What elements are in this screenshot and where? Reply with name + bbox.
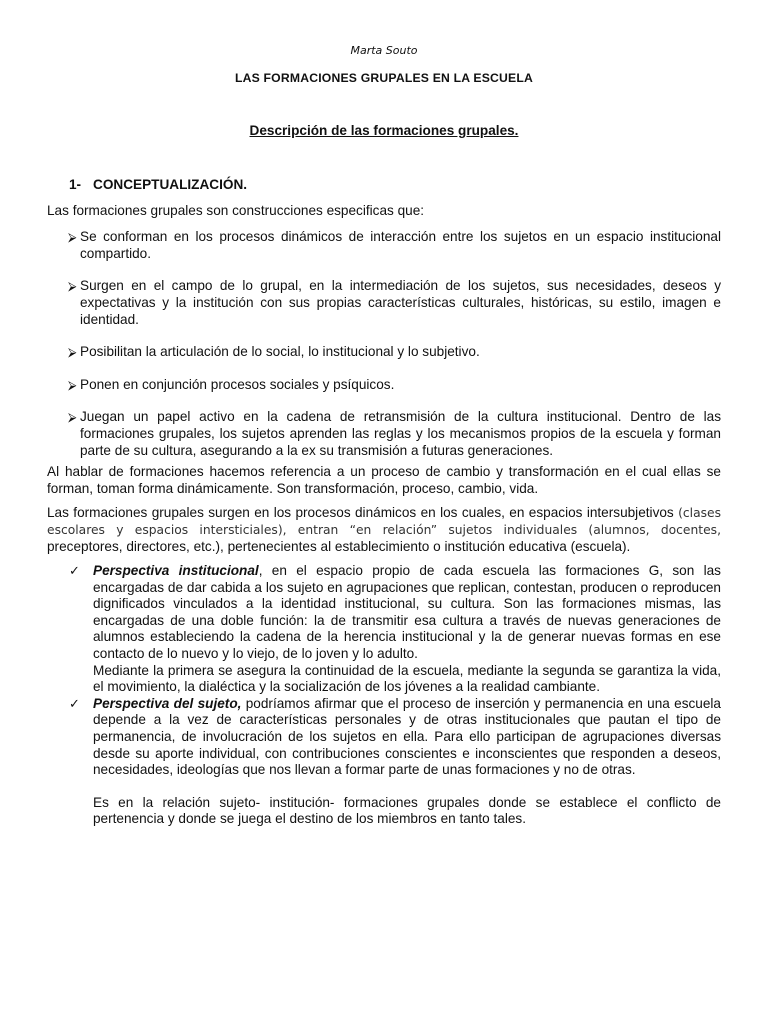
document-body <box>47 177 721 828</box>
arrow-bullet-icon: ⮚ <box>68 230 77 245</box>
list-item <box>47 409 721 459</box>
list-item <box>47 696 721 828</box>
perspective-label: Perspectiva del sujeto, <box>93 695 242 711</box>
list-item <box>47 229 721 262</box>
arrow-bullet-icon: ⮚ <box>68 345 77 360</box>
body-paragraph-1: Al hablar de formaciones hacemos referencia a un proceso de cambio y transformación en el cual ellas se forman, toman forma dinámicamente. Son transformación, proceso, cambio, vida. <box>47 464 721 496</box>
intro-paragraph: Las formaciones grupales son construcciones especificas que: <box>47 202 425 218</box>
check-bullet-icon: ✓ <box>69 563 80 579</box>
perspective-text: podríamos afirmar que el proceso de inserción y permanencia en una escuela depende a la vez de características personales y de otras institucionales que pautan el tipo de permanencia, de involucración de los sujetos en ella. Para ello participan de agrupaciones diversas desde su aporte individual, con contribuciones conscientes e inconscientes que responden a deseos, necesidades, ideologías que nos llevan a formar parte de unas formaciones y no de otras. <box>93 695 721 778</box>
author-name: Marta Souto <box>350 44 418 57</box>
arrow-list <box>47 229 721 459</box>
list-item-text <box>93 696 721 779</box>
section-number: 1- <box>69 177 82 192</box>
list-item <box>47 344 721 361</box>
arrow-bullet-icon: ⮚ <box>68 279 77 294</box>
list-item-text: Surgen en el campo de lo grupal, en la intermediación de los sujetos, sus necesidades, deseos y expectativas y la institución con sus propias características culturales, históricas, su estilo, imagen e identidad. <box>80 278 721 327</box>
list-item <box>47 563 721 696</box>
list-item-text: Se conforman en los procesos dinámicos de interacción entre los sujetos en un espacio institucional compartido. <box>80 229 721 261</box>
list-item-text: Ponen en conjunción procesos sociales y psíquicos. <box>80 376 395 392</box>
body-paragraph-2 <box>47 505 721 555</box>
list-item-extra: Mediante la primera se asegura la continuidad de la escuela, mediante la segunda se garantiza la vida, el movimiento, la dialéctica y la socialización de los jóvenes a la realidad cambiante. <box>93 662 721 695</box>
paragraph-segment: (clases escolares y espacios intersticiales), entran “en relación” sujetos individuales (alumnos, docentes, <box>47 506 721 537</box>
document-title: LAS FORMACIONES GRUPALES EN LA ESCUELA <box>234 71 534 85</box>
arrow-bullet-icon: ⮚ <box>68 377 77 392</box>
section-title: CONCEPTUALIZACIÓN. <box>93 177 248 192</box>
spacer <box>93 779 721 795</box>
section-heading <box>69 177 721 194</box>
check-list <box>47 563 721 828</box>
arrow-bullet-icon: ⮚ <box>68 410 77 425</box>
document-subtitle: Descripción de las formaciones grupales. <box>249 123 519 138</box>
list-item-text: Juegan un papel activo en la cadena de retransmisión de la cultura institucional. Dentro de las formaciones grupales, los sujetos aprenden las reglas y los mecanismos propios de la escuela y forman parte de su cultura, asegurando a la ex su transmisión a futuras generaciones. <box>80 409 721 458</box>
perspective-label: Perspectiva institucional <box>93 563 259 579</box>
perspective-text: , en el espacio propio de cada escuela las formaciones G, son las encargadas de dar cabida a los sujeto en agrupaciones que replican, contestan, producen o reproducen dignificados vinculados a la identidad institucional, su cultura. Son las formaciones mismas, las encargadas de una doble función: la de transmitir esa cultura a través de nuevas generaciones de alumnos estableciendo la cadena de la herencia institucional y la de generar nuevas formas en ese contacto de lo nuevo y lo viejo, de lo joven y lo adulto. <box>93 563 721 662</box>
list-item <box>47 377 721 394</box>
paragraph-segment: Las formaciones grupales surgen en los procesos dinámicos en los cuales, en espacios intersubjetivos <box>47 505 674 521</box>
list-item-extra: Es en la relación sujeto- institución- formaciones grupales donde se establece el conflicto de pertenencia y donde se juega el destino de los miembros en tanto tales. <box>93 794 721 827</box>
paragraph-segment: preceptores, directores, etc.), pertenecientes al establecimiento o institución educativa (escuela). <box>47 538 631 554</box>
list-item-text <box>93 563 721 663</box>
check-bullet-icon: ✓ <box>69 695 80 711</box>
list-item <box>47 278 721 328</box>
list-item-text: Posibilitan la articulación de lo social, lo institucional y lo subjetivo. <box>80 344 480 360</box>
